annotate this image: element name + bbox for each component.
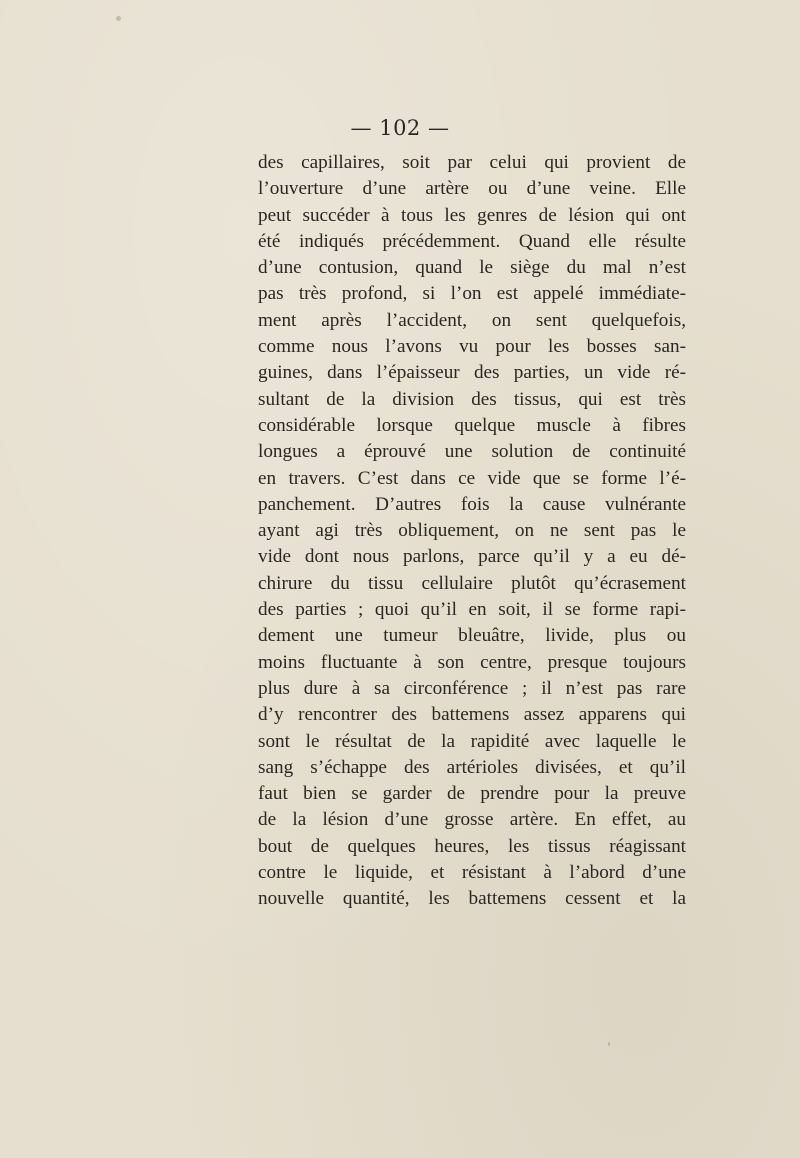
text-line: considérable lorsque quelque muscle à fibres bbox=[258, 414, 686, 436]
text-line: nouvelle quantité, les battemens cessent et la bbox=[258, 888, 686, 910]
ink-speck bbox=[116, 16, 121, 21]
text-line: bout de quelques heures, les tissus réagissant bbox=[258, 835, 686, 857]
text-line: chirure du tissu cellulaire plutôt qu’écrasement bbox=[258, 572, 686, 594]
text-line: ayant agi très obliquement, on ne sent pas le bbox=[258, 520, 686, 542]
text-line: sang s’échappe des artérioles divisées, et qu’il bbox=[258, 756, 686, 778]
text-line: des capillaires, soit par celui qui provient de bbox=[258, 152, 686, 173]
text-line: vide dont nous parlons, parce qu’il y a eu dé- bbox=[258, 546, 686, 568]
text-line: de la lésion d’une grosse artère. En effet, au bbox=[258, 809, 686, 831]
page-number: — 102 — bbox=[350, 116, 450, 140]
ink-speck bbox=[608, 1042, 610, 1046]
text-line: en travers. C’est dans ce vide que se forme l’é- bbox=[258, 467, 686, 489]
text-line: comme nous l’avons vu pour les bosses san- bbox=[258, 336, 686, 358]
text-line: dement une tumeur bleuâtre, livide, plus ou bbox=[258, 625, 686, 647]
text-line: guines, dans l’épaisseur des parties, un vide ré- bbox=[258, 362, 686, 384]
text-line: des parties ; quoi qu’il en soit, il se forme rapi- bbox=[258, 599, 686, 621]
text-line: d’une contusion, quand le siège du mal n’est bbox=[258, 257, 686, 279]
text-line: longues a éprouvé une solution de continuité bbox=[258, 441, 686, 463]
text-line: sont le résultat de la rapidité avec laquelle le bbox=[258, 730, 686, 752]
text-line: d’y rencontrer des battemens assez apparens qui bbox=[258, 704, 686, 726]
text-line: sultant de la division des tissus, qui est très bbox=[258, 388, 686, 410]
text-line: moins fluctuante à son centre, presque toujours bbox=[258, 651, 686, 673]
text-line: contre le liquide, et résistant à l’abord d’une bbox=[258, 862, 686, 884]
text-line: ment après l’accident, on sent quelquefois, bbox=[258, 309, 686, 331]
text-line: peut succéder à tous les genres de lésion qui ont bbox=[258, 204, 686, 226]
text-line: pas très profond, si l’on est appelé immédiate- bbox=[258, 283, 686, 305]
text-line: l’ouverture d’une artère ou d’une veine. Elle bbox=[258, 178, 686, 200]
text-line: panchement. D’autres fois la cause vulnérante bbox=[258, 493, 686, 515]
text-line: plus dure à sa circonférence ; il n’est pas rare bbox=[258, 677, 686, 699]
text-line: été indiqués précédemment. Quand elle résulte bbox=[258, 230, 686, 252]
body-text bbox=[258, 150, 686, 913]
text-line: faut bien se garder de prendre pour la preuve bbox=[258, 783, 686, 805]
